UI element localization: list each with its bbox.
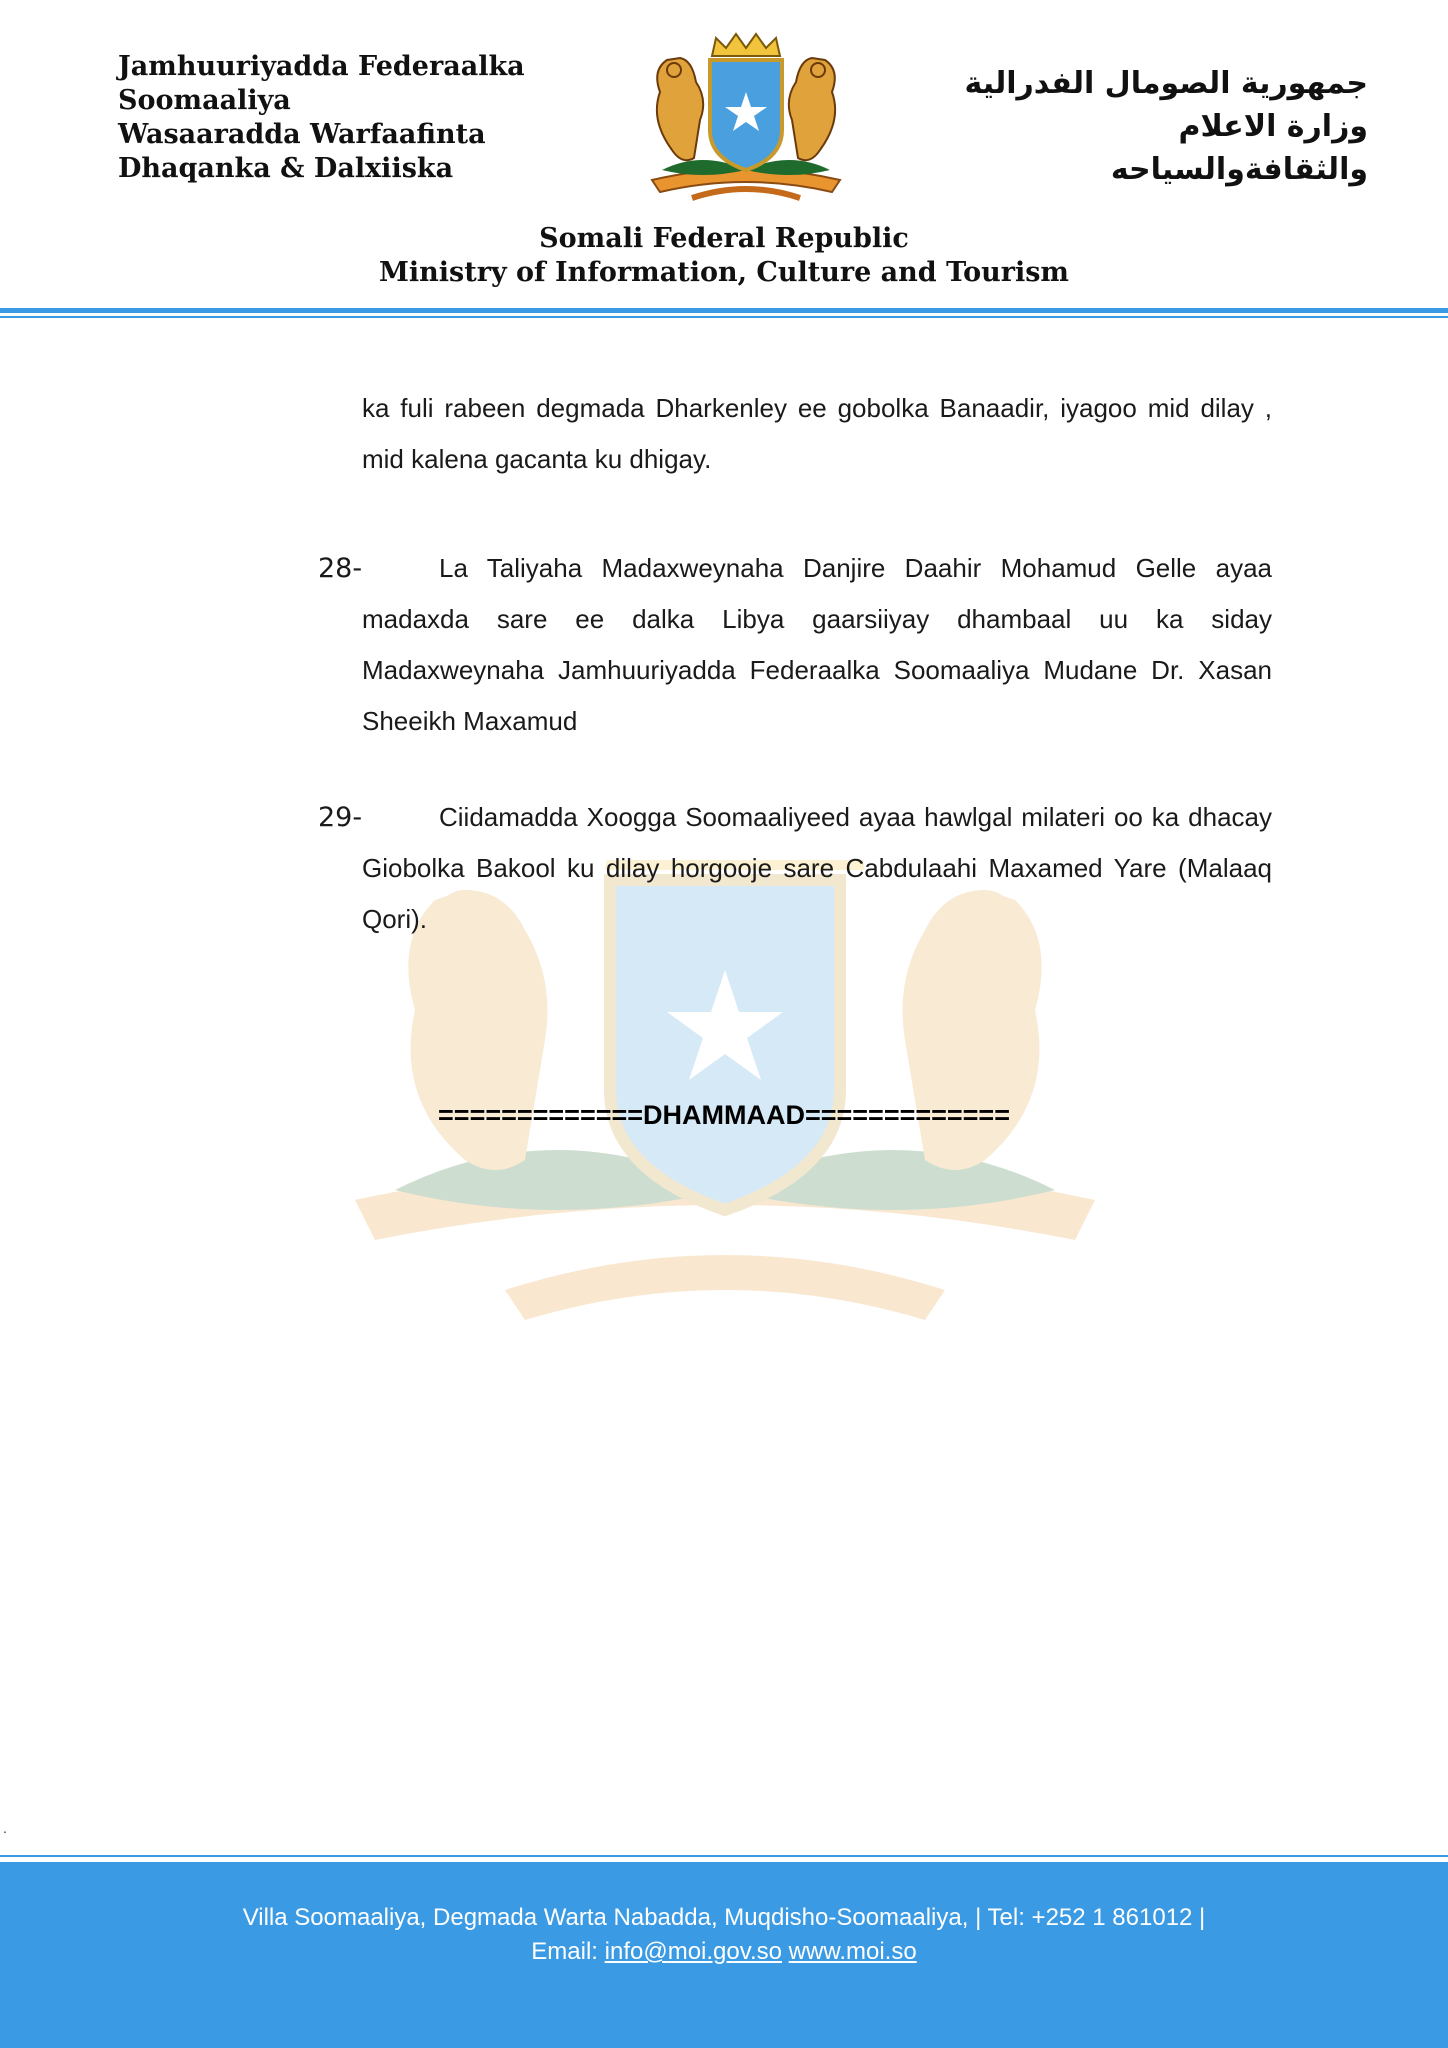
header-left-line-3: Wasaaradda Warfaafinta — [118, 119, 486, 150]
continuation-paragraph: ka fuli rabeen degmada Dharkenley ee gobolka Banaadir, iyagoo mid dilay , mid kalena gacanta ku dhigay. — [362, 393, 1272, 474]
item-text: Ciidamadda Xoogga Soomaaliyeed ayaa hawlgal milateri oo ka dhacay Giobolka Bakool ku dilay horgooje sare Cabdulaahi Maxamed Yare (Malaaq Qori). — [362, 802, 1272, 934]
header-left-block — [118, 50, 525, 186]
header-divider — [0, 308, 1448, 313]
stray-mark: . — [3, 1820, 7, 1836]
header-left-line-1: Jamhuuriyadda Federaalka — [118, 51, 525, 82]
header-right-line-1: جمهورية الصومال الفدرالية — [964, 66, 1368, 101]
end-marker: =============DHAMMAAD============= — [438, 1100, 1010, 1130]
header-right-block — [965, 62, 1368, 191]
list-item — [318, 543, 1272, 747]
ministry-name: Ministry of Information, Culture and Tourism — [379, 257, 1069, 288]
email-link[interactable]: info@moi.gov.so — [604, 1938, 782, 1965]
footer-divider — [0, 1855, 1448, 1857]
header-right-line-2: وزارة الاعلام — [1178, 109, 1368, 144]
item-number: 29- — [318, 802, 363, 833]
footer-bar — [0, 1862, 1448, 2048]
website-link[interactable]: www.moi.so — [788, 1938, 917, 1965]
footer-contact — [0, 1938, 1448, 1966]
item-number: 28- — [318, 553, 363, 584]
list-item — [318, 792, 1272, 945]
republic-name: Somali Federal Republic — [539, 223, 909, 254]
coat-of-arms-icon — [622, 30, 870, 206]
header-divider-thin — [0, 316, 1448, 318]
footer-address: Villa Soomaaliya, Degmada Warta Nabadda, Muqdisho-Soomaaliya, | Tel: +252 1 861012 | — [242, 1904, 1206, 1931]
header-left-line-4: Dhaqanka & Dalxiiska — [118, 153, 454, 184]
header-left-line-2: Soomaaliya — [118, 85, 291, 116]
header-center-block — [0, 222, 1448, 290]
header-right-line-3: والثقافةوالسياحه — [1110, 152, 1368, 187]
email-label: Email: — [531, 1938, 598, 1965]
item-text: La Taliyaha Madaxweynaha Danjire Daahir Mohamud Gelle ayaa madaxda sare ee dalka Libya gaarsiiyay dhambaal uu ka siday Madaxweynaha Jamhuuriyadda Federaalka Soomaaliya Mudane Dr. Xasan Sheeikh Maxamud — [362, 553, 1272, 736]
